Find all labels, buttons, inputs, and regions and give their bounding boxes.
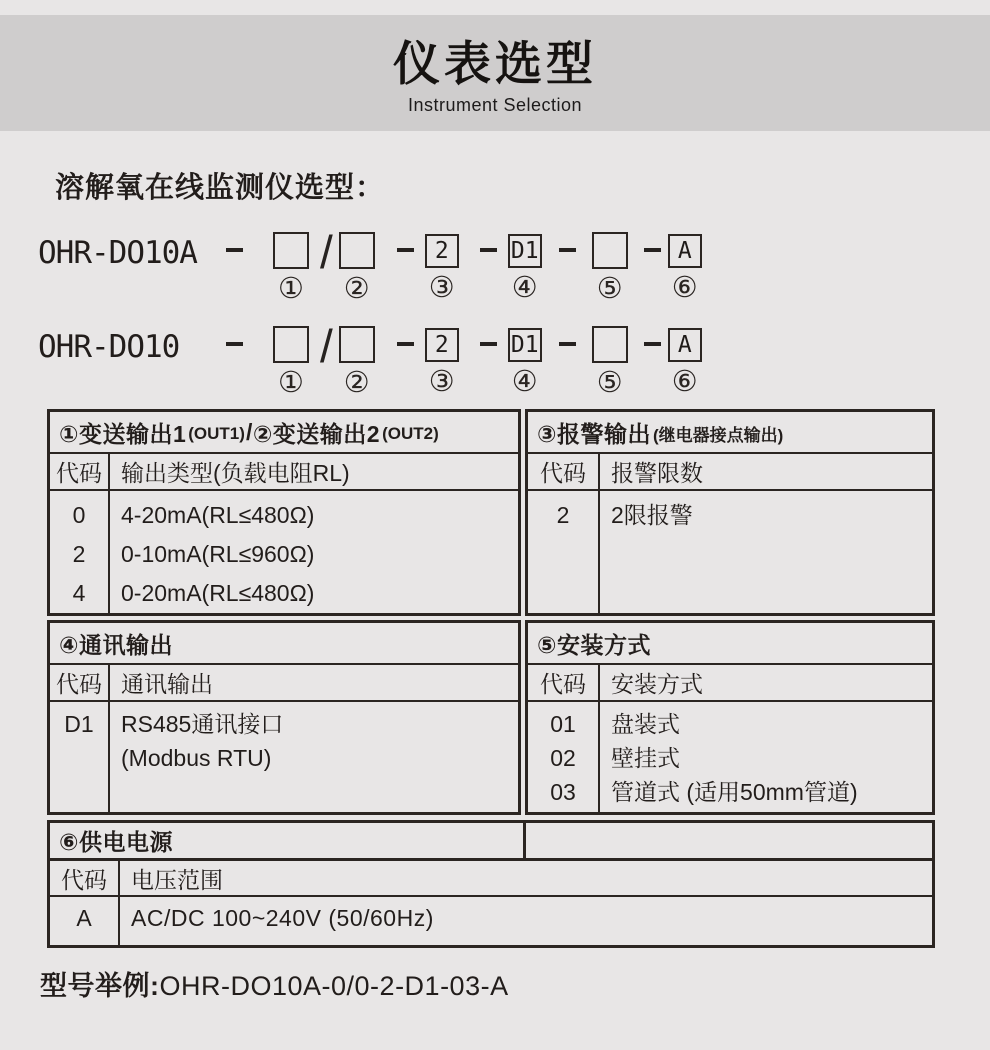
desc-cell: RS485通讯接口	[121, 711, 284, 737]
code-column-header: 代码	[50, 454, 110, 489]
code-cell: 0	[72, 502, 86, 528]
circled-number-1: ①	[278, 367, 304, 399]
desc-column-header: 电压范围	[131, 866, 223, 893]
example-model: OHR-DO10A-0/0-2-D1-03-A	[159, 971, 509, 1001]
code-cells	[50, 702, 110, 812]
section-header	[528, 412, 932, 454]
code-cells	[528, 491, 600, 613]
desc-cell: 管道式 (适用50mm管道)	[611, 779, 858, 805]
model-box-1	[273, 326, 309, 363]
section2-title-note: (OUT2)	[382, 423, 439, 443]
code-cells	[50, 491, 110, 613]
code-cell: 03	[550, 779, 576, 805]
section3-title-note: (继电器接点输出)	[652, 426, 784, 445]
code-column-header: 代码	[50, 861, 120, 895]
table-body	[50, 491, 518, 613]
column-header-row	[528, 454, 932, 491]
dash-icon	[559, 248, 576, 252]
table-body	[50, 702, 518, 812]
desc-cell: 0-10mA(RL≤960Ω)	[121, 541, 315, 567]
dash-icon	[226, 342, 243, 346]
slash-separator: /	[320, 320, 333, 372]
circled-number-5: ⑤	[596, 367, 623, 399]
section1-title-note: (OUT1)	[188, 423, 245, 443]
section-header	[50, 412, 518, 454]
model-slot-1	[263, 232, 319, 303]
model-box-6: A	[668, 234, 702, 268]
circled-number-6: ⑥	[671, 272, 698, 304]
model-slot-4	[497, 232, 553, 302]
section-power-supply	[47, 820, 935, 948]
table-body	[528, 491, 932, 613]
desc-cell: 4-20mA(RL≤480Ω)	[121, 502, 315, 528]
section-transmit-output	[47, 409, 521, 616]
model-slot-5	[582, 326, 638, 397]
desc-cell: 壁挂式	[611, 745, 680, 771]
model-slot-4	[497, 326, 553, 396]
column-header-row	[528, 665, 932, 702]
circled-number-3: ③	[428, 272, 455, 304]
model-slot-2	[329, 232, 385, 303]
model-box-4: D1	[508, 234, 542, 268]
section-header-row	[50, 823, 932, 861]
section5-title: ⑤安装方式	[537, 631, 651, 658]
column-header-row	[50, 454, 518, 491]
model-slot-6	[657, 326, 713, 396]
code-cell: 01	[550, 711, 576, 737]
section-alarm-output	[525, 409, 935, 616]
dash-icon	[559, 342, 576, 346]
header-band	[0, 15, 990, 131]
code-cell: 4	[72, 580, 86, 606]
slash-separator: /	[320, 226, 333, 278]
dash-icon	[480, 248, 497, 252]
model-slot-2	[329, 326, 385, 397]
circled-number-3: ③	[428, 366, 455, 398]
page	[0, 15, 990, 1003]
desc-cells	[110, 491, 518, 613]
desc-column-header: 通讯输出	[121, 671, 213, 697]
model-label-2: OHR-DO10	[38, 329, 180, 365]
empty-cell	[526, 823, 932, 858]
code-cell: 2	[72, 541, 86, 567]
desc-cell: (Modbus RTU)	[121, 745, 272, 771]
model-slot-1	[263, 326, 319, 397]
code-column-header: 代码	[50, 665, 110, 700]
column-header-row	[50, 861, 932, 897]
circled-number-4: ④	[511, 366, 538, 398]
desc-column-header: 安装方式	[611, 671, 703, 697]
code-cell: 02	[550, 745, 576, 771]
section4-title: ④通讯输出	[59, 631, 173, 658]
circled-number-2: ②	[343, 367, 370, 399]
circled-number-4: ④	[511, 272, 538, 304]
model-line-2	[38, 320, 990, 399]
dash-icon	[480, 342, 497, 346]
section2-title: ②变送输出2	[252, 420, 381, 447]
model-box-3: 2	[425, 234, 459, 268]
section-comm-output	[47, 620, 521, 815]
dash-icon	[397, 342, 414, 346]
table-block-a	[47, 409, 935, 616]
desc-cell: AC/DC 100~240V (50/60Hz)	[131, 905, 434, 931]
model-example	[40, 964, 990, 1003]
code-column-header: 代码	[528, 454, 600, 489]
dash-icon	[226, 248, 243, 252]
code-cell: 2	[556, 502, 570, 528]
page-subtitle: Instrument Selection	[407, 95, 583, 115]
section1-title: ①变送输出1	[59, 420, 187, 447]
model-box-2	[339, 326, 375, 363]
table-body	[528, 702, 932, 812]
section-header	[528, 623, 932, 665]
model-label-1: OHR-DO10A	[38, 235, 197, 271]
code-cell: D1	[64, 711, 94, 737]
code-cells	[528, 702, 600, 812]
circled-number-1: ①	[278, 273, 304, 305]
desc-column-header: 报警限数	[611, 460, 703, 486]
model-slot-5	[582, 232, 638, 303]
model-box-1	[273, 232, 309, 269]
circled-number-2: ②	[343, 273, 370, 305]
model-box-4: D1	[508, 328, 542, 362]
selection-heading: 溶解氧在线监测仪选型：	[55, 172, 386, 204]
circled-number-5: ⑤	[596, 273, 623, 305]
desc-cells	[600, 702, 932, 812]
code-column-header: 代码	[528, 665, 600, 700]
model-slot-6	[657, 232, 713, 302]
desc-cells	[110, 702, 518, 812]
example-label: 型号举例:	[40, 971, 160, 1001]
section1-title-slash: /	[245, 418, 253, 445]
code-cell: A	[50, 897, 120, 945]
desc-cells	[600, 491, 932, 613]
model-box-3: 2	[425, 328, 459, 362]
model-box-5	[592, 326, 628, 363]
desc-cell: 盘装式	[611, 711, 680, 737]
dash-icon	[397, 248, 414, 252]
model-box-6: A	[668, 328, 702, 362]
model-slot-3	[414, 326, 470, 396]
model-box-5	[592, 232, 628, 269]
section3-title: ③报警输出	[537, 420, 651, 447]
desc-cell: 2限报警	[611, 502, 693, 528]
page-title: 仪表选型	[393, 37, 597, 90]
column-header-row	[50, 665, 518, 702]
section-mounting	[525, 620, 935, 815]
section-header	[50, 623, 518, 665]
desc-column-header: 输出类型(负载电阻RL)	[121, 460, 350, 486]
circled-number-6: ⑥	[671, 366, 698, 398]
model-box-2	[339, 232, 375, 269]
section6-title: ⑥供电电源	[50, 823, 526, 858]
table-block-b	[47, 620, 935, 815]
model-slot-3	[414, 232, 470, 302]
model-line-1	[38, 226, 990, 305]
table-body	[50, 897, 932, 945]
desc-cell: 0-20mA(RL≤480Ω)	[121, 580, 315, 606]
